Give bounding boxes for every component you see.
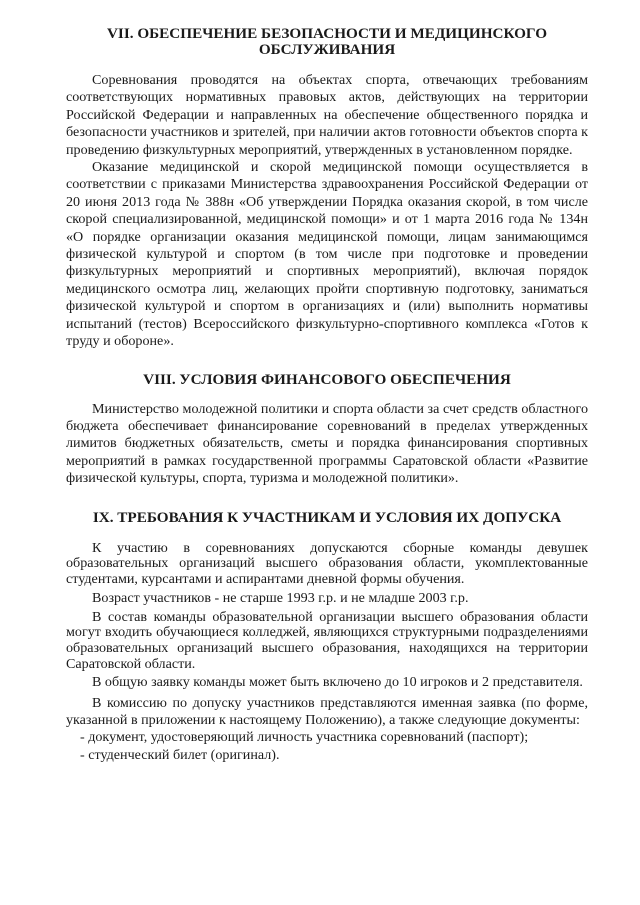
document-list-item: - студенческий билет (оригинал).	[80, 746, 280, 763]
section-9-paragraph-team-composition: В состав команды образовательной организации высшего образования области могут входить обучающиеся колледжей, являющихся структурными подразделениями образовательных организаций высшего образования, находящихся на территории Саратовской области.	[66, 608, 588, 672]
section-8-title: VIII. УСЛОВИЯ ФИНАНСОВОГО ОБЕСПЕЧЕНИЯ	[143, 370, 511, 388]
section-9-paragraph-documents: В комиссию по допуску участников представляются именная заявка (по форме, указанной в приложении к настоящему Положению), а также следующие документы:	[66, 694, 588, 728]
section-9-paragraph-age: Возраст участников - не старше 1993 г.р. и не младше 2003 г.р.	[92, 590, 469, 607]
section-9-title: IX. ТРЕБОВАНИЯ К УЧАСТНИКАМ И УСЛОВИЯ ИХ ДОПУСКА	[92, 508, 562, 526]
section-7-title-line-1: VII. ОБЕСПЕЧЕНИЕ БЕЗОПАСНОСТИ И МЕДИЦИНСКОГО	[106, 25, 548, 42]
section-7-paragraph-2: Оказание медицинской и скорой медицинской помощи осуществляется в соответствии с приказами Министерства здравоохранения Российской Федерации от 20 июня 2013 года № 388н «Об утверждении Порядка оказания скорой, в том числе скорой специализированной, медицинской помощи» и от 1 марта 2016 года № 134н «О порядке организации оказания медицинской помощи, лицам занимающимся физической культурой и спортом (в том числе при подготовке и проведении физкультурных мероприятий и спортивных мероприятий), включая порядок медицинского осмотра лиц, желающих пройти спортивную подготовку, заниматься физической культурой и спортом в организациях и (или) выполнить нормативы испытаний (тестов) Всероссийского физкультурно-спортивного комплекса «Готов к труду и обороне».	[66, 159, 588, 350]
document-page	[66, 26, 588, 764]
section-7-title	[66, 26, 588, 58]
section-9-paragraph-roster-size: В общую заявку команды может быть включено до 10 игроков и 2 представителя.	[92, 674, 583, 691]
document-list-item: - документ, удостоверяющий личность участника соревнований (паспорт);	[80, 729, 529, 746]
section-9-paragraph-eligibility: К участию в соревнованиях допускаются сборные команды девушек образовательных организаций высшего образования области, укомплектованные студентами, курсантами и аспирантами дневной формы обучения.	[66, 539, 588, 587]
section-7-paragraph-1: Соревнования проводятся на объектах спорта, отвечающих требованиям соответствующих нормативных правовых актов, действующих на территории Российской Федерации и направленных на обеспечение общественного порядка и безопасности участников и зрителей, при наличии актов готовности объектов спорта к проведению физкультурных мероприятий, утвержденных в установленном порядке.	[66, 72, 588, 158]
section-8-paragraph-1: Министерство молодежной политики и спорта области за счет средств областного бюджета обеспечивает финансирование соревнований в пределах утвержденных лимитов бюджетных обязательств, сметы и порядка финансирования спортивных мероприятий в рамках государственной программы Саратовской области «Развитие физической культуры, спорта, туризма и молодежной политики».	[66, 400, 588, 487]
section-7-title-line-2: ОБСЛУЖИВАНИЯ	[258, 41, 396, 58]
